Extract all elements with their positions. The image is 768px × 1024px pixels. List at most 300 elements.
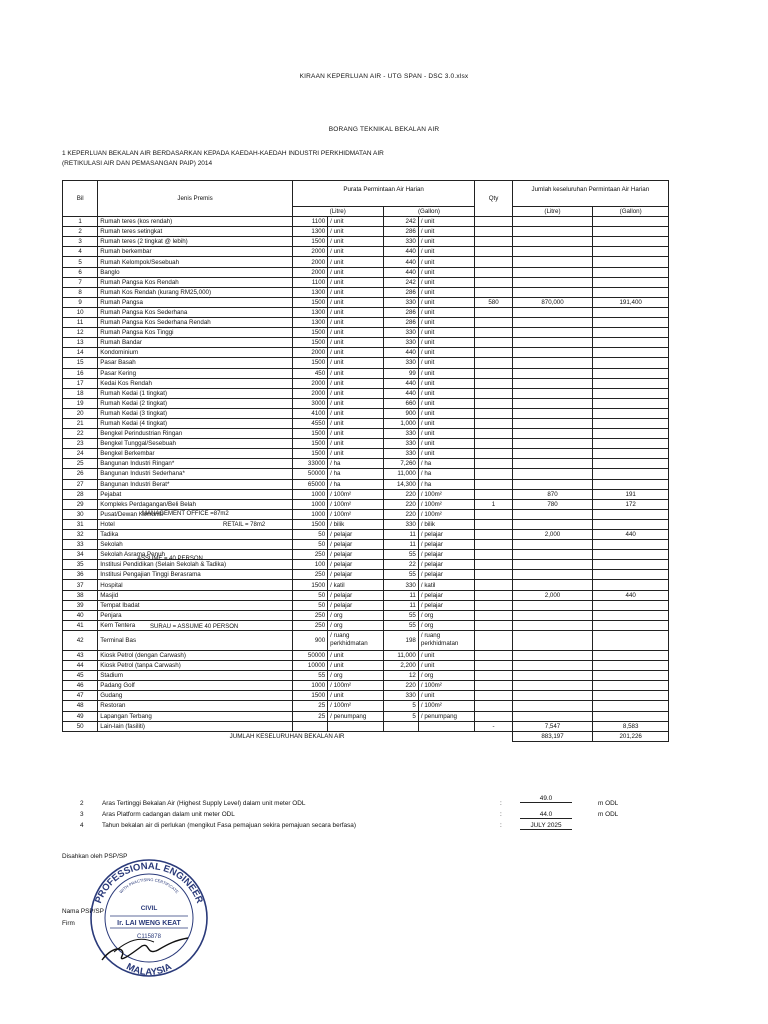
row-bil: 32 xyxy=(63,530,98,540)
table-row xyxy=(63,610,669,620)
row-qty xyxy=(475,711,512,721)
row-gallon-unit: / 100m² xyxy=(418,701,475,711)
row-total-gallon xyxy=(593,479,669,489)
row-bil: 41 xyxy=(63,620,98,630)
row-gallon-unit: / 100m² xyxy=(418,489,475,499)
row-gallon-unit: / unit xyxy=(418,277,475,287)
row-total-gallon xyxy=(593,418,669,428)
row-gallon: 330 xyxy=(383,691,418,701)
row-total-litre xyxy=(512,439,593,449)
row-total-gallon xyxy=(593,560,669,570)
row-litre-unit: / unit xyxy=(328,429,383,439)
row-total-litre xyxy=(512,509,593,519)
row-bil: 36 xyxy=(63,570,98,580)
row-litre-unit: / ha xyxy=(328,459,383,469)
row-litre: 1300 xyxy=(292,287,327,297)
row-total-litre xyxy=(512,600,593,610)
row-jenis: Bengkel Tunggal/Sesebuah xyxy=(98,439,293,449)
row-gallon-unit: / org xyxy=(418,671,475,681)
row-litre: 50000 xyxy=(292,650,327,660)
row-total-gallon xyxy=(593,217,669,227)
row-total-litre xyxy=(512,671,593,681)
row-qty xyxy=(475,227,512,237)
row-gallon-unit: / org xyxy=(418,620,475,630)
row-bil: 20 xyxy=(63,408,98,418)
table-row xyxy=(63,398,669,408)
row-total-gallon xyxy=(593,661,669,671)
row-litre-unit: / unit xyxy=(328,378,383,388)
row-litre-unit: / unit xyxy=(328,388,383,398)
row-bil: 47 xyxy=(63,691,98,701)
row-total-gallon xyxy=(593,358,669,368)
table-row xyxy=(63,519,669,529)
row-total-gallon xyxy=(593,257,669,267)
row-gallon: 330 xyxy=(383,328,418,338)
row-litre: 1500 xyxy=(292,519,327,529)
row-total-litre xyxy=(512,580,593,590)
row-litre-unit: / unit xyxy=(328,287,383,297)
row-litre-unit: / unit xyxy=(328,217,383,227)
row-total-litre: 870 xyxy=(512,489,593,499)
row-bil: 15 xyxy=(63,358,98,368)
row-litre-unit: / unit xyxy=(328,348,383,358)
row-gallon: 286 xyxy=(383,287,418,297)
row-qty xyxy=(475,479,512,489)
row-qty xyxy=(475,701,512,711)
row-total-litre: 2,000 xyxy=(512,590,593,600)
row-litre: 1300 xyxy=(292,318,327,328)
row-qty xyxy=(475,600,512,610)
row-jenis: Bangunan Industri Berat* xyxy=(98,479,293,489)
row-total-gallon xyxy=(593,449,669,459)
row-total-gallon xyxy=(593,388,669,398)
row-jenis: Lain-lain (fasiliti) xyxy=(98,721,293,731)
row-jenis: Hospital xyxy=(98,580,293,590)
row-jenis: Kiosk Petrol (tanpa Carwash) xyxy=(98,661,293,671)
table-row xyxy=(63,307,669,317)
row-bil: 38 xyxy=(63,590,98,600)
row-jenis: Pasar Basah xyxy=(98,358,293,368)
table-row xyxy=(63,711,669,721)
table-row xyxy=(63,378,669,388)
row-litre: 33000 xyxy=(292,459,327,469)
row-jenis: Padang Golf xyxy=(98,681,293,691)
row-qty xyxy=(475,469,512,479)
row-litre: 1100 xyxy=(292,217,327,227)
row-qty xyxy=(475,509,512,519)
row-jenis: Penjara xyxy=(98,610,293,620)
table-row xyxy=(63,287,669,297)
row-gallon-unit: / unit xyxy=(418,429,475,439)
row-gallon-unit: / unit xyxy=(418,237,475,247)
row-jenis: Kiosk Petrol (dengan Carwash) xyxy=(98,650,293,660)
row-qty xyxy=(475,459,512,469)
table-row xyxy=(63,650,669,660)
row-total-litre xyxy=(512,277,593,287)
row-total-litre xyxy=(512,227,593,237)
row-bil: 3 xyxy=(63,237,98,247)
table-row xyxy=(63,721,669,731)
row-gallon: 5 xyxy=(383,711,418,721)
table-row xyxy=(63,408,669,418)
row-total-gallon xyxy=(593,681,669,691)
row-jenis: Gudang xyxy=(98,691,293,701)
row-qty xyxy=(475,650,512,660)
row-bil: 28 xyxy=(63,489,98,499)
row-gallon-unit: / unit xyxy=(418,358,475,368)
row-total-litre xyxy=(512,691,593,701)
row-total-litre xyxy=(512,550,593,560)
table-row xyxy=(63,358,669,368)
row-qty xyxy=(475,429,512,439)
row-total-litre xyxy=(512,620,593,630)
row-gallon: 440 xyxy=(383,378,418,388)
row-total-gallon xyxy=(593,610,669,620)
row-gallon-unit: / unit xyxy=(418,388,475,398)
row-jenis: Restoran xyxy=(98,701,293,711)
row-total-gallon xyxy=(593,570,669,580)
item3-colon: : xyxy=(500,811,502,818)
row-qty xyxy=(475,540,512,550)
row-total-gallon xyxy=(593,630,669,650)
row-litre-unit: / pelajar xyxy=(328,560,383,570)
row-litre: 1500 xyxy=(292,439,327,449)
row-total-litre xyxy=(512,610,593,620)
row-jenis: Rumah Pangsa Kos Sederhana xyxy=(98,307,293,317)
header-jenis-premis: Jenis Premis xyxy=(98,181,293,217)
row-gallon-unit: / unit xyxy=(418,650,475,660)
row-litre: 1000 xyxy=(292,499,327,509)
table-row xyxy=(63,297,669,307)
row-litre: 50 xyxy=(292,590,327,600)
row-bil: 5 xyxy=(63,257,98,267)
row-total-litre xyxy=(512,358,593,368)
table-row xyxy=(63,429,669,439)
row-total-gallon xyxy=(593,398,669,408)
header-purata: Purata Permintaan Air Harian xyxy=(292,181,475,207)
row-jenis: Hotel xyxy=(98,519,293,529)
item2-colon: : xyxy=(500,800,502,807)
item4-text: Tahun bekalan air di perlukan (mengikut Fasa pemajuan sekira pemajuan secara berfasa) xyxy=(102,822,356,829)
row-litre-unit: / org xyxy=(328,620,383,630)
row-bil: 4 xyxy=(63,247,98,257)
row-bil: 35 xyxy=(63,560,98,570)
row-total-litre xyxy=(512,429,593,439)
row-total-gallon xyxy=(593,671,669,681)
row-litre xyxy=(292,721,327,731)
row-litre-unit: / pelajar xyxy=(328,600,383,610)
row-jenis: Kompleks Perdagangan/Beli Belah xyxy=(98,499,293,509)
row-litre-unit: / 100m² xyxy=(328,701,383,711)
row-total-gallon xyxy=(593,469,669,479)
row-total-litre xyxy=(512,267,593,277)
row-total-gallon xyxy=(593,691,669,701)
table-row xyxy=(63,681,669,691)
row-gallon: 5 xyxy=(383,701,418,711)
row-qty xyxy=(475,630,512,650)
row-total-gallon xyxy=(593,439,669,449)
row-total-litre xyxy=(512,307,593,317)
row-gallon: 220 xyxy=(383,681,418,691)
row-qty xyxy=(475,570,512,580)
row-litre: 900 xyxy=(292,630,327,650)
row-jenis: Tempat Ibadat xyxy=(98,600,293,610)
row-jenis: Bengkel Perindustrian Ringan xyxy=(98,429,293,439)
header-jumlah: Jumlah keseluruhan Permintaan Air Harian xyxy=(512,181,668,207)
row-total-litre: 2,000 xyxy=(512,530,593,540)
row-gallon xyxy=(383,721,418,731)
row-gallon: 330 xyxy=(383,237,418,247)
row-qty xyxy=(475,378,512,388)
row-litre-unit: / ha xyxy=(328,479,383,489)
row-jenis: Rumah berkembar xyxy=(98,247,293,257)
row-litre: 65000 xyxy=(292,479,327,489)
row-qty xyxy=(475,217,512,227)
row-bil: 31 xyxy=(63,519,98,529)
row-bil: 25 xyxy=(63,459,98,469)
row-litre-unit xyxy=(328,721,383,731)
row-gallon-unit: / unit xyxy=(418,257,475,267)
row-litre: 450 xyxy=(292,368,327,378)
row-total-litre xyxy=(512,247,593,257)
table-row xyxy=(63,449,669,459)
row-qty xyxy=(475,267,512,277)
row-litre: 1500 xyxy=(292,691,327,701)
row-gallon: 55 xyxy=(383,620,418,630)
row-bil: 49 xyxy=(63,711,98,721)
row-gallon-unit: / unit xyxy=(418,267,475,277)
row-qty xyxy=(475,580,512,590)
row-litre: 1300 xyxy=(292,307,327,317)
row-litre-unit: / unit xyxy=(328,247,383,257)
row-gallon-unit: / unit xyxy=(418,398,475,408)
signature-scribble xyxy=(102,938,188,960)
row-gallon: 330 xyxy=(383,449,418,459)
row-litre: 2000 xyxy=(292,348,327,358)
row-total-gallon xyxy=(593,237,669,247)
item3-number: 3 xyxy=(80,811,84,818)
row-qty xyxy=(475,358,512,368)
row-gallon-unit: / unit xyxy=(418,307,475,317)
row-litre: 250 xyxy=(292,610,327,620)
row-total-gallon xyxy=(593,600,669,610)
row-bil: 19 xyxy=(63,398,98,408)
row-litre: 1500 xyxy=(292,297,327,307)
row-bil: 14 xyxy=(63,348,98,358)
row-jenis: Tadika xyxy=(98,530,293,540)
row-total-litre xyxy=(512,540,593,550)
row-jenis: Pejabat xyxy=(98,489,293,499)
row-gallon-unit: / unit xyxy=(418,338,475,348)
row-jenis: Kem Tentera xyxy=(98,620,293,630)
row-total-litre xyxy=(512,701,593,711)
row-litre: 4550 xyxy=(292,418,327,428)
row-total-litre xyxy=(512,388,593,398)
row-gallon-unit: / pelajar xyxy=(418,550,475,560)
row-jenis: Sekolah Asrama Penuh xyxy=(98,550,293,560)
row-total-gallon: 8,583 xyxy=(593,721,669,731)
row-litre: 25 xyxy=(292,711,327,721)
row-litre: 1500 xyxy=(292,328,327,338)
row-gallon: 330 xyxy=(383,297,418,307)
row-total-litre xyxy=(512,459,593,469)
row-total-litre xyxy=(512,408,593,418)
table-row xyxy=(63,388,669,398)
row-qty xyxy=(475,439,512,449)
row-jenis: Masjid xyxy=(98,590,293,600)
row-gallon-unit: / unit xyxy=(418,439,475,449)
row-total-litre xyxy=(512,338,593,348)
row-total-gallon: 191,400 xyxy=(593,297,669,307)
row-bil: 44 xyxy=(63,661,98,671)
row-total-litre xyxy=(512,237,593,247)
row-litre: 25 xyxy=(292,701,327,711)
row-total-gallon: 440 xyxy=(593,590,669,600)
row-litre: 55 xyxy=(292,671,327,681)
row-total-litre xyxy=(512,348,593,358)
table-row xyxy=(63,469,669,479)
row-qty xyxy=(475,408,512,418)
row-litre-unit: / unit xyxy=(328,318,383,328)
row-qty xyxy=(475,560,512,570)
row-total-litre: 870,000 xyxy=(512,297,593,307)
row-bil: 29 xyxy=(63,499,98,509)
row-total-gallon xyxy=(593,459,669,469)
row-litre-unit: / pelajar xyxy=(328,530,383,540)
row-total-gallon xyxy=(593,701,669,711)
row-qty xyxy=(475,348,512,358)
row-qty xyxy=(475,671,512,681)
row-gallon: 220 xyxy=(383,509,418,519)
row-litre: 2000 xyxy=(292,388,327,398)
section1-heading: 1 KEPERLUAN BEKALAN AIR BERDASARKAN KEPADA KAEDAH-KAEDAH INDUSTRI PERKHIDMATAN AIR xyxy=(62,150,384,157)
row-gallon: 440 xyxy=(383,247,418,257)
row-qty xyxy=(475,318,512,328)
row-litre: 4100 xyxy=(292,408,327,418)
row-gallon-unit: / unit xyxy=(418,227,475,237)
row-qty xyxy=(475,530,512,540)
row-bil: 8 xyxy=(63,287,98,297)
header-gallon: (Gallon) xyxy=(383,207,475,217)
note-surau: SURAU = ASSUME 40 PERSON xyxy=(150,624,239,630)
disahkan-label: Disahkan oleh PSP/SP xyxy=(62,853,128,860)
row-qty: - xyxy=(475,721,512,731)
row-litre: 2000 xyxy=(292,247,327,257)
row-jenis: Terminal Bas xyxy=(98,630,293,650)
row-gallon-unit: / unit xyxy=(418,247,475,257)
row-litre-unit: / unit xyxy=(328,408,383,418)
row-gallon: 330 xyxy=(383,358,418,368)
row-litre: 1500 xyxy=(292,429,327,439)
row-gallon: 55 xyxy=(383,550,418,560)
row-total-gallon: 440 xyxy=(593,530,669,540)
engineer-stamp xyxy=(84,852,214,982)
stamp-reg-no: C115878 xyxy=(137,934,161,940)
row-qty xyxy=(475,610,512,620)
header-litre: (Litre) xyxy=(292,207,383,217)
row-bil: 2 xyxy=(63,227,98,237)
table-row xyxy=(63,661,669,671)
table-row xyxy=(63,277,669,287)
row-litre: 1500 xyxy=(292,338,327,348)
row-total-litre xyxy=(512,661,593,671)
table-row xyxy=(63,540,669,550)
row-litre: 100 xyxy=(292,560,327,570)
row-total-litre xyxy=(512,650,593,660)
row-total-gallon xyxy=(593,620,669,630)
note-retail: RETAIL = 78m2 xyxy=(223,522,266,528)
row-total-gallon xyxy=(593,540,669,550)
row-gallon-unit: / pelajar xyxy=(418,570,475,580)
row-total-litre xyxy=(512,287,593,297)
table-row xyxy=(63,247,669,257)
stamp-arc-text: PROFESSIONAL ENGINEER xyxy=(93,860,205,905)
row-jenis: Rumah Kedai (2 tingkat) xyxy=(98,398,293,408)
row-litre-unit: / unit xyxy=(328,277,383,287)
row-jenis: Rumah Kos Rendah (kurang RM25,000) xyxy=(98,287,293,297)
row-total-litre xyxy=(512,257,593,267)
table-row xyxy=(63,691,669,701)
row-gallon-unit: / unit xyxy=(418,297,475,307)
table-row xyxy=(63,348,669,358)
row-litre-unit: / bilik xyxy=(328,519,383,529)
row-litre-unit: / unit xyxy=(328,237,383,247)
row-total-litre xyxy=(512,560,593,570)
row-qty: 580 xyxy=(475,297,512,307)
row-total-litre xyxy=(512,368,593,378)
table-row xyxy=(63,418,669,428)
row-litre-unit: / unit xyxy=(328,418,383,428)
row-jenis: Kedai Kos Rendah xyxy=(98,378,293,388)
item2-text: Aras Tertinggi Bekalan Air (Highest Supply Level) dalam unit meter ODL xyxy=(102,800,306,807)
row-gallon: 11 xyxy=(383,530,418,540)
row-total-litre xyxy=(512,469,593,479)
row-gallon: 286 xyxy=(383,318,418,328)
row-litre: 50 xyxy=(292,600,327,610)
row-litre-unit: / pelajar xyxy=(328,550,383,560)
row-total-gallon xyxy=(593,711,669,721)
row-gallon: 440 xyxy=(383,388,418,398)
row-jenis: Pusat/Dewan Komuniti xyxy=(98,509,293,519)
row-gallon: 11,000 xyxy=(383,469,418,479)
row-gallon: 2,200 xyxy=(383,661,418,671)
svg-text:MALAYSIA xyxy=(124,961,173,978)
table-row xyxy=(63,499,669,509)
row-litre: 1000 xyxy=(292,489,327,499)
row-jenis: Rumah Bandar xyxy=(98,338,293,348)
row-litre-unit: / unit xyxy=(328,358,383,368)
row-total-litre xyxy=(512,449,593,459)
row-litre: 2000 xyxy=(292,267,327,277)
row-jenis: Stadium xyxy=(98,671,293,681)
row-jenis: Lapangan Terbang xyxy=(98,711,293,721)
water-demand-table xyxy=(62,180,669,742)
nama-label: Nama PSP/SP xyxy=(62,908,104,915)
row-bil: 10 xyxy=(63,307,98,317)
row-litre-unit: / unit xyxy=(328,257,383,267)
row-gallon-unit: / pelajar xyxy=(418,590,475,600)
row-litre-unit: / katil xyxy=(328,580,383,590)
row-litre-unit: / unit xyxy=(328,297,383,307)
table-row xyxy=(63,580,669,590)
row-qty xyxy=(475,418,512,428)
row-qty xyxy=(475,590,512,600)
row-bil: 13 xyxy=(63,338,98,348)
row-litre-unit: / pelajar xyxy=(328,590,383,600)
item3-value: 44.0 xyxy=(520,811,572,819)
table-row xyxy=(63,237,669,247)
header-total-litre: (Litre) xyxy=(512,207,593,217)
